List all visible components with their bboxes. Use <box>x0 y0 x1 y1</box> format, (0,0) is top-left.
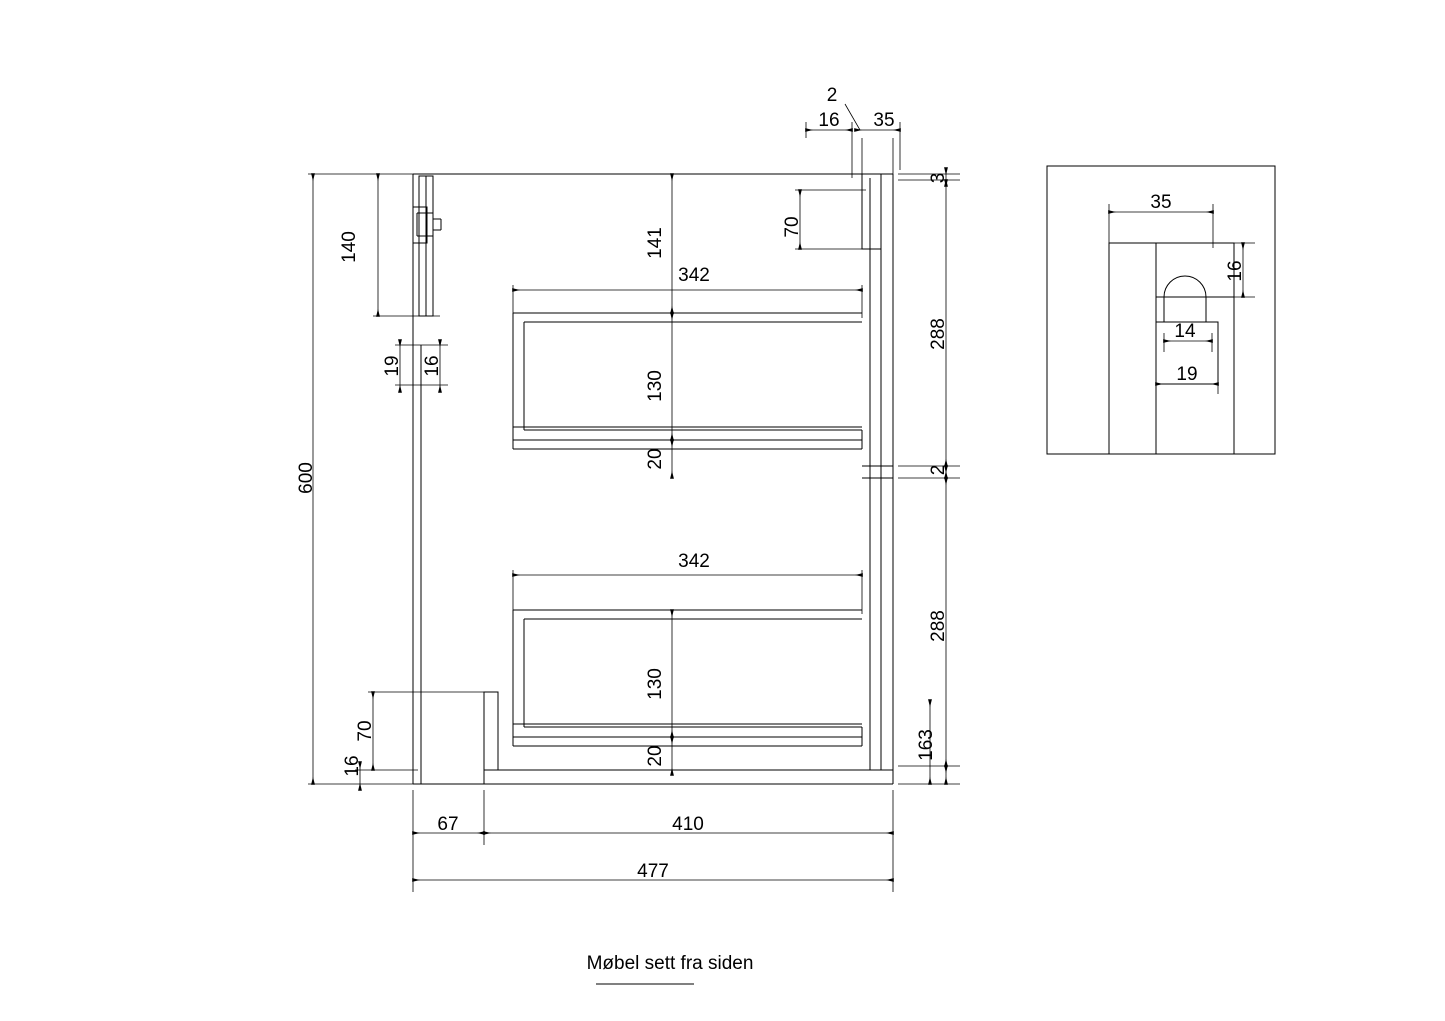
dim-label-141: 141 <box>645 227 666 259</box>
dim-label-detail-19: 19 <box>1176 364 1198 385</box>
dim-label-130-upper: 130 <box>645 370 666 402</box>
dim-label-2-top: 2 <box>826 85 838 106</box>
dim-label-410: 410 <box>672 814 704 835</box>
dim-label-70-right: 70 <box>782 216 803 238</box>
dim-label-detail-16: 16 <box>1225 260 1246 282</box>
dim-label-140: 140 <box>339 231 360 263</box>
dim-label-16-left: 16 <box>422 355 443 377</box>
dim-label-342-upper: 342 <box>678 265 710 286</box>
dim-label-70-left: 70 <box>355 720 376 742</box>
dim-label-2-right: 2 <box>928 464 949 476</box>
dim-label-342-lower: 342 <box>678 551 710 572</box>
dim-label-16-top: 16 <box>818 110 840 131</box>
dim-label-35-top: 35 <box>873 110 895 131</box>
dim-label-477: 477 <box>637 861 669 882</box>
dim-label-20-upper: 20 <box>645 448 666 470</box>
dim-label-detail-14: 14 <box>1174 321 1196 342</box>
dim-label-130-lower: 130 <box>645 668 666 700</box>
dim-label-19-left: 19 <box>382 355 403 377</box>
dim-label-3: 3 <box>928 172 949 184</box>
dim-label-288-lower: 288 <box>928 610 949 642</box>
dim-label-163: 163 <box>916 729 937 761</box>
dim-label-600: 600 <box>296 462 317 494</box>
dim-label-20-lower: 20 <box>645 745 666 767</box>
dim-label-detail-35: 35 <box>1150 192 1172 213</box>
drawing-caption: Møbel sett fra siden <box>586 953 754 974</box>
dim-label-67: 67 <box>437 814 459 835</box>
dimension-lines-left <box>308 174 490 790</box>
dim-label-288-upper: 288 <box>928 318 949 350</box>
dim-label-16-bottom-left: 16 <box>342 755 363 777</box>
